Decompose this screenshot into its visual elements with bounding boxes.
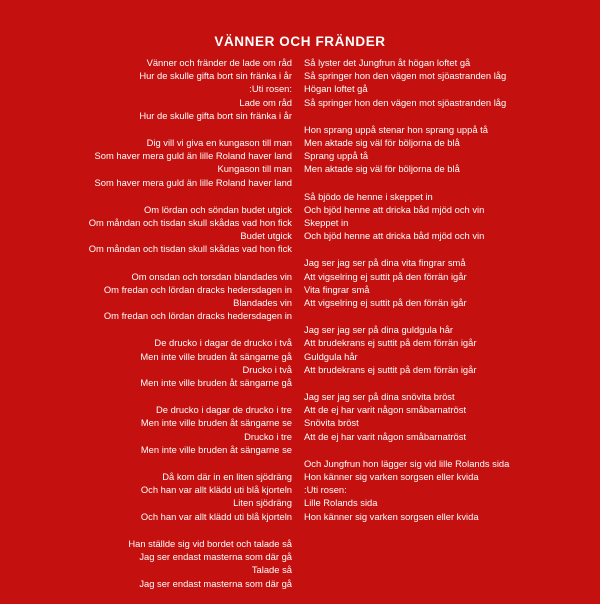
lyric-line: Sprang uppå tå: [304, 150, 369, 162]
lyric-line: Guldgula hår: [304, 350, 358, 362]
lyric-line: Hur de skulle gifta bort sin fränka i år: [139, 70, 292, 82]
lyric-line: Jag ser jag ser på dina vita fingrar små: [304, 257, 466, 269]
lyric-line: Och bjöd henne att dricka båd mjöd och vin: [304, 230, 485, 242]
lyric-line: Kungason till man: [217, 163, 292, 175]
stanza: [304, 56, 600, 109]
stanza: [304, 190, 600, 243]
lyric-line: Men inte ville bruden åt sängarne gå: [140, 377, 292, 389]
lyric-line: Hon känner sig varken sorgsen eller kvida: [304, 471, 479, 483]
lyric-line: Och Jungfrun hon lägger sig vid lille Rolands sida: [304, 457, 510, 469]
lyric-line: Så springer hon den vägen mot sjöastranden låg: [304, 70, 507, 82]
lyric-line: :Uti rosen:: [249, 83, 292, 95]
lyric-line: Som haver mera guld än lille Roland haver land: [94, 176, 292, 188]
lyric-line: Högan loftet gå: [304, 83, 368, 95]
lyric-line: Hur de skulle gifta bort sin fränka i år: [139, 109, 292, 121]
lyric-line: Lade om råd: [239, 96, 292, 108]
lyric-line: Och han var allt klädd uti blå kjorteln: [140, 484, 292, 496]
lyric-line: Hon känner sig varken sorgsen eller kvida: [304, 510, 479, 522]
lyric-line: Om måndan och tisdan skull skådas vad hon fick: [88, 243, 292, 255]
lyric-line: Om lördan och söndan budet utgick: [143, 203, 292, 215]
lyric-line: Skeppet in: [304, 217, 349, 229]
lyric-line: Och bjöd henne att dricka båd mjöd och vin: [304, 203, 485, 215]
stanza: [304, 256, 600, 309]
stanza: [304, 323, 600, 376]
lyric-line: Om onsdan och torsdan blandades vin: [131, 270, 292, 282]
lyric-line: Jag ser endast masterna som där gå: [139, 551, 292, 563]
page-title: VÄNNER OCH FRÄNDER: [214, 34, 386, 49]
lyric-line: Liten sjödräng: [233, 497, 292, 509]
lyric-line: Om fredan och lördan dracks hedersdagen in: [103, 310, 292, 322]
lyric-line: Att vigselring ej suttit på den förrän igår: [304, 270, 467, 282]
lyric-line: Men inte ville bruden åt sängarne gå: [140, 350, 292, 362]
lyric-line: Snövita bröst: [304, 417, 359, 429]
lyric-line: Talade så: [251, 564, 292, 576]
stanza: [0, 56, 292, 122]
lyric-line: Hon sprang uppå stenar hon sprang uppå tå: [304, 123, 488, 135]
lyric-line: Men inte ville bruden åt sängarne se: [140, 417, 292, 429]
stanza: [304, 390, 600, 443]
stanza: [0, 470, 292, 523]
lyric-line: Så springer hon den vägen mot sjöastranden låg: [304, 96, 507, 108]
lyric-line: Jag ser endast masterna som där gå: [139, 577, 292, 589]
lyric-line: Drucko i två: [242, 363, 292, 375]
stanza: [0, 403, 292, 456]
lyric-line: Om fredan och lördan dracks hedersdagen in: [103, 283, 292, 295]
right-lyrics-column: [300, 56, 600, 537]
lyric-line: De drucko i dagar de drucko i tre: [155, 404, 292, 416]
lyric-line: Drucko i tre: [244, 430, 292, 442]
lyric-line: Han ställde sig vid bordet och talade så: [128, 537, 292, 549]
stanza: [304, 123, 600, 176]
lyric-line: Att brudekrans ej suttit på dem förrän igår: [304, 363, 477, 375]
lyric-line: Blandades vin: [233, 297, 292, 309]
lyric-line: Att de ej har varit någon småbarnatröst: [304, 404, 467, 416]
lyric-line: Budet utgick: [240, 230, 292, 242]
lyric-line: Men aktade sig väl för böljorna de blå: [304, 137, 460, 149]
lyric-line: Om måndan och tisdan skull skådas vad hon fick: [88, 217, 292, 229]
left-lyrics-column: [0, 56, 300, 604]
lyric-line: Dig vill vi giva en kungason till man: [146, 137, 292, 149]
stanza: [0, 203, 292, 256]
lyric-line: Lille Rolands sida: [304, 497, 378, 509]
lyric-line: Jag ser jag ser på dina snövita bröst: [304, 391, 455, 403]
lyric-line: De drucko i dagar de drucko i två: [154, 337, 292, 349]
lyric-line: Men aktade sig väl för böljorna de blå: [304, 163, 460, 175]
lyric-line: Att vigselring ej suttit på den förrän igår: [304, 297, 467, 309]
stanza: [0, 537, 292, 590]
lyric-line: Som haver mera guld än lille Roland haver land: [94, 150, 292, 162]
stanza: [0, 336, 292, 389]
lyric-line: Vita fingrar små: [304, 283, 370, 295]
lyrics-columns: [0, 56, 600, 604]
lyric-line: Så lyster det Jungfrun åt högan loftet gå: [304, 57, 471, 68]
lyric-line: Och han var allt klädd uti blå kjorteln: [140, 510, 292, 522]
lyric-line: Att brudekrans ej suttit på dem förrän igår: [304, 337, 477, 349]
lyric-line: Jag ser jag ser på dina guldgula hår: [304, 324, 454, 336]
lyric-line: Att de ej har varit någon småbarnatröst: [304, 430, 467, 442]
lyric-line: :Uti rosen:: [304, 484, 347, 496]
lyric-line: Då kom där in en liten sjödräng: [162, 471, 292, 483]
stanza: [0, 270, 292, 323]
lyric-line: Men inte ville bruden åt sängarne se: [140, 443, 292, 455]
lyric-line: Vänner och fränder de lade om råd: [146, 57, 292, 68]
stanza: [304, 457, 600, 523]
lyric-line: Så bjödo de henne i skeppet in: [304, 190, 433, 202]
stanza: [0, 136, 292, 189]
